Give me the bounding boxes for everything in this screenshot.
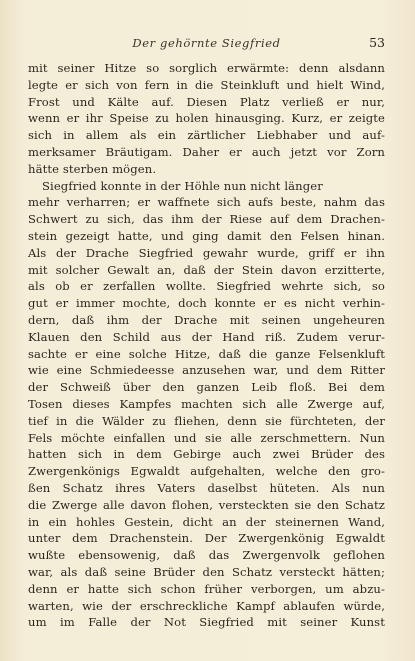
text-line: legte er sich von fern in die Steinkluft und hielt Wind, xyxy=(28,77,385,92)
text-line: wie eine Schmiedeesse anzusehen war, und dem Ritter xyxy=(28,363,385,378)
text-line: unter dem Drachenstein. Der Zwergenkönig Egwaldt xyxy=(28,531,385,546)
text-line: sachte er eine solche Hitze, daß die ganze Felsenkluft xyxy=(28,346,385,361)
text-line: Frost und Kälte auf. Diesen Platz verließ er nur, xyxy=(28,94,385,109)
paragraph-1 xyxy=(28,60,385,178)
text-line: in ein hohles Gestein, dicht an der steinernen Wand, xyxy=(28,514,385,529)
text-line: die Zwerge alle davon flohen, versteckten sie den Schatz xyxy=(28,497,385,512)
text-line: als ob er zerfallen wollte. Siegfried wehrte sich, so xyxy=(28,279,385,294)
text-line: denn er hatte sich schon früher verborgen, um abzu- xyxy=(28,581,385,596)
text-line: hätte sterben mögen. xyxy=(28,161,157,176)
page-header xyxy=(28,36,385,54)
text-line: um im Falle der Not Siegfried mit seiner Kunst xyxy=(28,615,385,630)
text-line: war, als daß seine Brüder den Schatz versteckt hätten; xyxy=(28,564,385,579)
text-line: wenn er ihr Speise zu holen hinausging. Kurz, er zeigte xyxy=(28,111,385,126)
paragraph-2 xyxy=(28,178,385,632)
text-line: der Schweiß über den ganzen Leib floß. Bei dem xyxy=(28,380,385,395)
text-line: ßen Schatz ihres Vaters daselbst hüteten. Als nun xyxy=(28,480,385,495)
body-text xyxy=(28,60,385,631)
text-line: sich in allem als ein zärtlicher Liebhaber und auf- xyxy=(28,128,385,143)
text-line: dern, daß ihm der Drache mit seinen ungeheuren xyxy=(28,312,385,327)
text-line: hatten sich in dem Gebirge auch zwei Brüder des xyxy=(28,447,385,462)
text-line: warten, wie der erschreckliche Kampf ablaufen würde, xyxy=(28,598,385,613)
text-line: Zwergenkönigs Egwaldt aufgehalten, welche den gro- xyxy=(28,464,385,479)
page-number: 53 xyxy=(369,35,385,50)
text-line: gut er immer mochte, doch konnte er es nicht verhin- xyxy=(28,296,385,311)
text-line: Tosen dieses Kampfes machten sich alle Zwerge auf, xyxy=(28,396,385,411)
text-line: Klauen den Schild aus der Hand riß. Zudem verur- xyxy=(28,329,385,344)
text-line: tief in die Wälder zu fliehen, denn sie fürchteten, der xyxy=(28,413,385,428)
text-line: Schwert zu sich, das ihm der Riese auf dem Drachen- xyxy=(28,212,385,227)
text-line: Fels möchte einfallen und sie alle zerschmettern. Nun xyxy=(28,430,385,445)
text-line: stein gezeigt hatte, und ging damit den Felsen hinan. xyxy=(28,228,385,243)
text-line: mit solcher Gewalt an, daß der Stein davon erzitterte, xyxy=(28,262,385,277)
text-line: mehr verharren; er waffnete sich aufs beste, nahm das xyxy=(28,195,385,210)
text-line: mit seiner Hitze so sorglich erwärmte: denn alsdann xyxy=(28,61,385,75)
text-line: Als der Drache Siegfried gewahr wurde, griff er ihn xyxy=(28,245,385,260)
text-line: merksamer Bräutigam. Daher er auch jetzt vor Zorn xyxy=(28,144,385,159)
text-line: wußte ebensowenig, daß das Zwergenvolk geflohen xyxy=(28,548,385,563)
text-line: Siegfried konnte in der Höhle nun nicht länger xyxy=(42,178,323,193)
running-head: Der gehörnte Siegfried xyxy=(132,36,281,50)
